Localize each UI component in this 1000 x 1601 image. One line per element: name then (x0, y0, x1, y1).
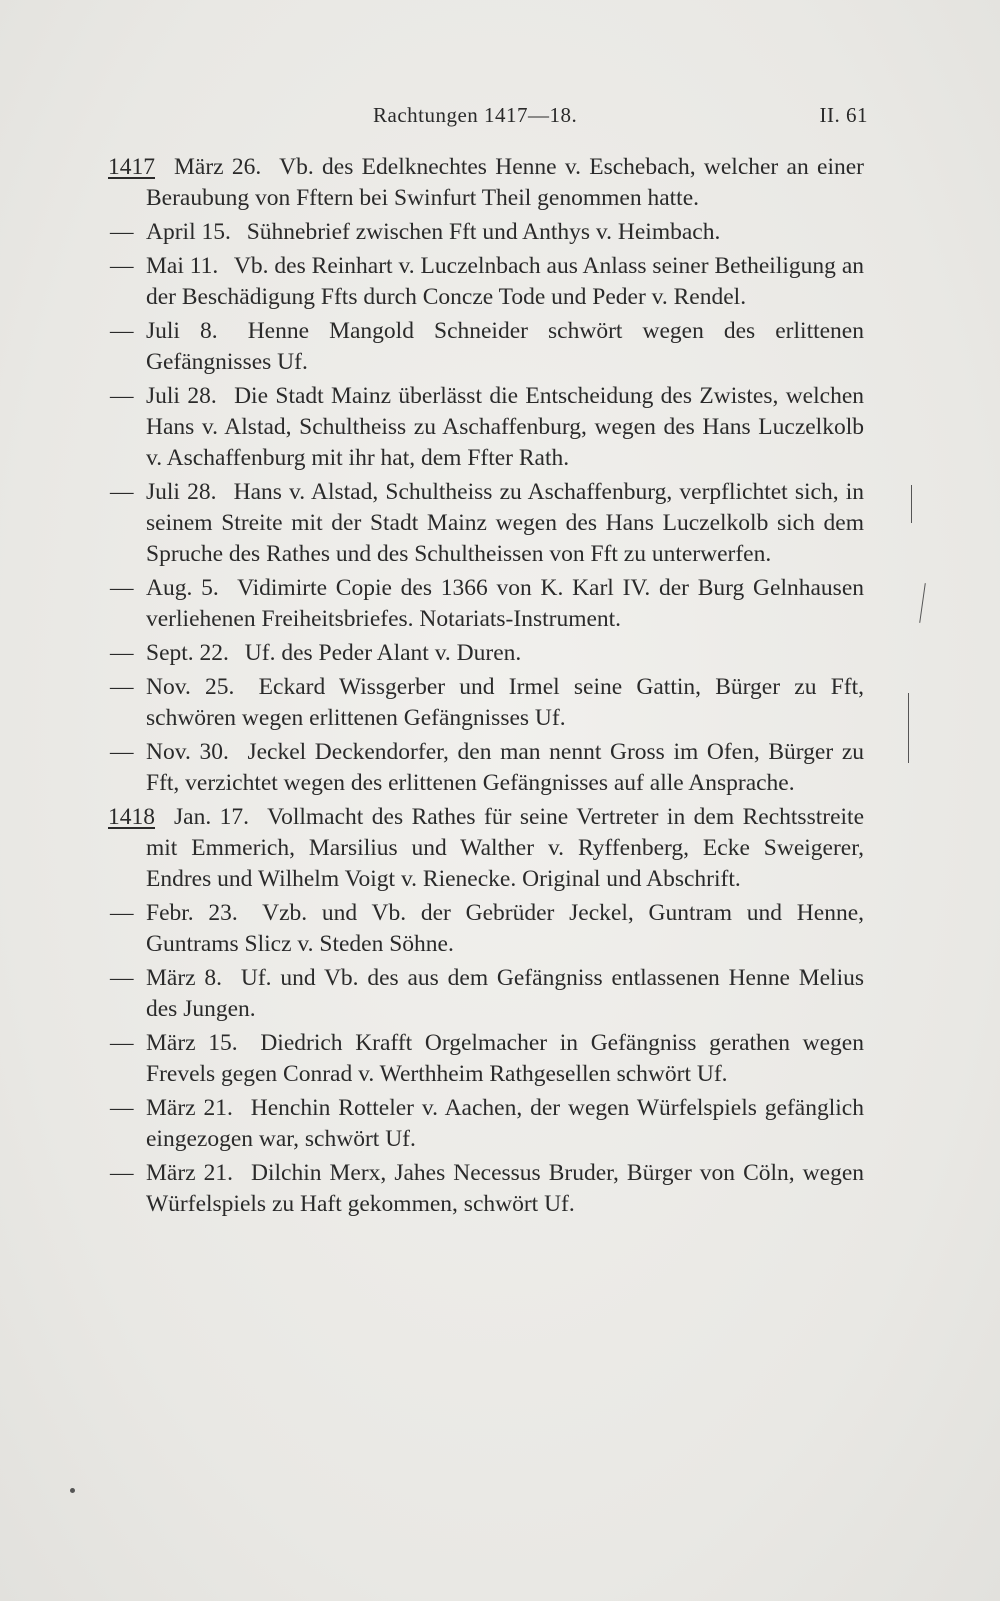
register-entry (110, 963, 864, 1025)
register-entry (110, 251, 865, 313)
register-entry (108, 152, 864, 214)
page-number: II. 61 (819, 103, 868, 127)
entry-text: Henne Mangold Schneider schwört wegen des erlittenen Gefängnisses Uf. (146, 318, 864, 375)
register-entry (110, 1093, 864, 1155)
register-entry (110, 381, 864, 474)
entry-date: Juli 28. (146, 383, 217, 409)
entry-text: Eckard Wissgerber und Irmel seine Gattin, Bürger zu Fft, schwören wegen erlittenen Gefängnisses Uf. (146, 674, 864, 731)
entry-date: Aug. 5. (146, 575, 219, 601)
entry-date: Nov. 30. (146, 739, 229, 765)
entry-date: Febr. 23. (146, 900, 238, 926)
margin-mark (911, 485, 912, 523)
register-entry (110, 898, 864, 960)
register-entry (110, 1028, 864, 1090)
entry-date: Juli 28. (146, 479, 217, 505)
entry-dash: — (110, 479, 134, 505)
entry-dash: — (110, 965, 134, 991)
entry-dash: — (110, 739, 134, 765)
entry-text: Die Stadt Mainz überlässt die Entscheidung des Zwistes, welchen Hans v. Alstad, Schultheiss zu Aschaffenburg, wegen des Hans Luczelkolb v. Aschaffenburg mit ihr hat, dem Ffter Rath. (146, 383, 864, 471)
register-entry (110, 477, 864, 570)
register-entry (108, 802, 865, 895)
entry-dash: — (110, 219, 134, 245)
entry-year: 1418 (108, 804, 155, 830)
entry-text: Diedrich Krafft Orgelmacher in Gefängniss gerathen wegen Frevels gegen Conrad v. Werthheim Rathgesellen schwört Uf. (146, 1030, 864, 1087)
register-entry (110, 573, 864, 635)
register-entry (110, 217, 864, 248)
register-entry (110, 737, 864, 799)
entry-date: März 21. (146, 1095, 233, 1121)
entry-date: März 26. (174, 154, 262, 180)
entry-text: Vidimirte Copie des 1366 von K. Karl IV. der Burg Gelnhausen verliehenen Freiheitsbriefes. Notariats-Instrument. (146, 575, 864, 632)
entry-date: März 21. (146, 1160, 233, 1186)
entry-text: Dilchin Merx, Jahes Necessus Bruder, Bürger von Cöln, wegen Würfelspiels zu Haft gekommen, schwört Uf. (146, 1160, 864, 1217)
entry-date: Juli 8. (146, 318, 218, 344)
entry-date: April 15. (146, 219, 231, 245)
entry-date: März 8. (146, 965, 223, 991)
entry-dash: — (110, 1095, 134, 1121)
entry-text: Vollmacht des Rathes für seine Vertreter in dem Rechtsstreite mit Emmerich, Marsilius und Walther v. Ryffenberg, Ecke Sweigerer, Endres und Wilhelm Voigt v. Rienecke. Original und Abschrift. (146, 804, 865, 892)
page-header (0, 103, 1000, 133)
entry-text: Uf. und Vb. des aus dem Gefängniss entlassenen Henne Melius des Jungen. (146, 965, 864, 1022)
register-entry (110, 672, 864, 734)
entry-date: Mai 11. (146, 253, 219, 279)
entry-date: Sept. 22. (146, 640, 229, 666)
entry-dash: — (110, 640, 134, 666)
entry-dash: — (110, 253, 134, 279)
entry-text: Sühnebrief zwischen Fft und Anthys v. Heimbach. (246, 219, 721, 245)
entry-dash: — (110, 575, 134, 601)
entry-dash: — (110, 383, 134, 409)
ink-dot (70, 1488, 75, 1493)
entry-dash: — (110, 674, 134, 700)
entry-date: Nov. 25. (146, 674, 235, 700)
register-entry (110, 316, 864, 378)
entry-dash: — (110, 318, 134, 344)
entry-text: Henchin Rotteler v. Aachen, der wegen Würfelspiels gefänglich eingezogen war, schwört Uf. (146, 1095, 864, 1152)
register-entries (0, 152, 1000, 1223)
entry-dash: — (110, 1160, 134, 1186)
entry-text: Vzb. und Vb. der Gebrüder Jeckel, Guntram und Henne, Guntrams Slicz v. Steden Söhne. (146, 900, 864, 957)
entry-text: Uf. des Peder Alant v. Duren. (244, 640, 522, 666)
entry-text: Vb. des Edelknechtes Henne v. Eschebach, welcher an einer Beraubung von Fftern bei Swinfurt Theil genommen hatte. (146, 154, 864, 211)
entry-date: März 15. (146, 1030, 238, 1056)
entry-dash: — (110, 900, 134, 926)
entry-text: Hans v. Alstad, Schultheiss zu Aschaffenburg, verpflichtet sich, in seinem Streite mit der Stadt Mainz wegen des Hans Luczelkolb sich dem Spruche des Rathes und des Schultheissen von Fft zu unterwerfen. (146, 479, 864, 567)
register-entry (110, 638, 864, 669)
running-title: Rachtungen 1417—18. (373, 103, 578, 127)
margin-mark (908, 693, 909, 763)
entry-dash: — (110, 1030, 134, 1056)
entry-year: 1417 (108, 154, 155, 180)
entry-text: Vb. des Reinhart v. Luczelnbach aus Anlass seiner Betheiligung an der Beschädigung Ffts durch Concze Tode und Peder v. Rendel. (146, 253, 865, 310)
entry-text: Jeckel Deckendorfer, den man nennt Gross im Ofen, Bürger zu Fft, verzichtet wegen des erlittenen Gefängnisses auf alle Ansprache. (146, 739, 864, 796)
entry-date: Jan. 17. (174, 804, 250, 830)
register-entry (110, 1158, 864, 1220)
